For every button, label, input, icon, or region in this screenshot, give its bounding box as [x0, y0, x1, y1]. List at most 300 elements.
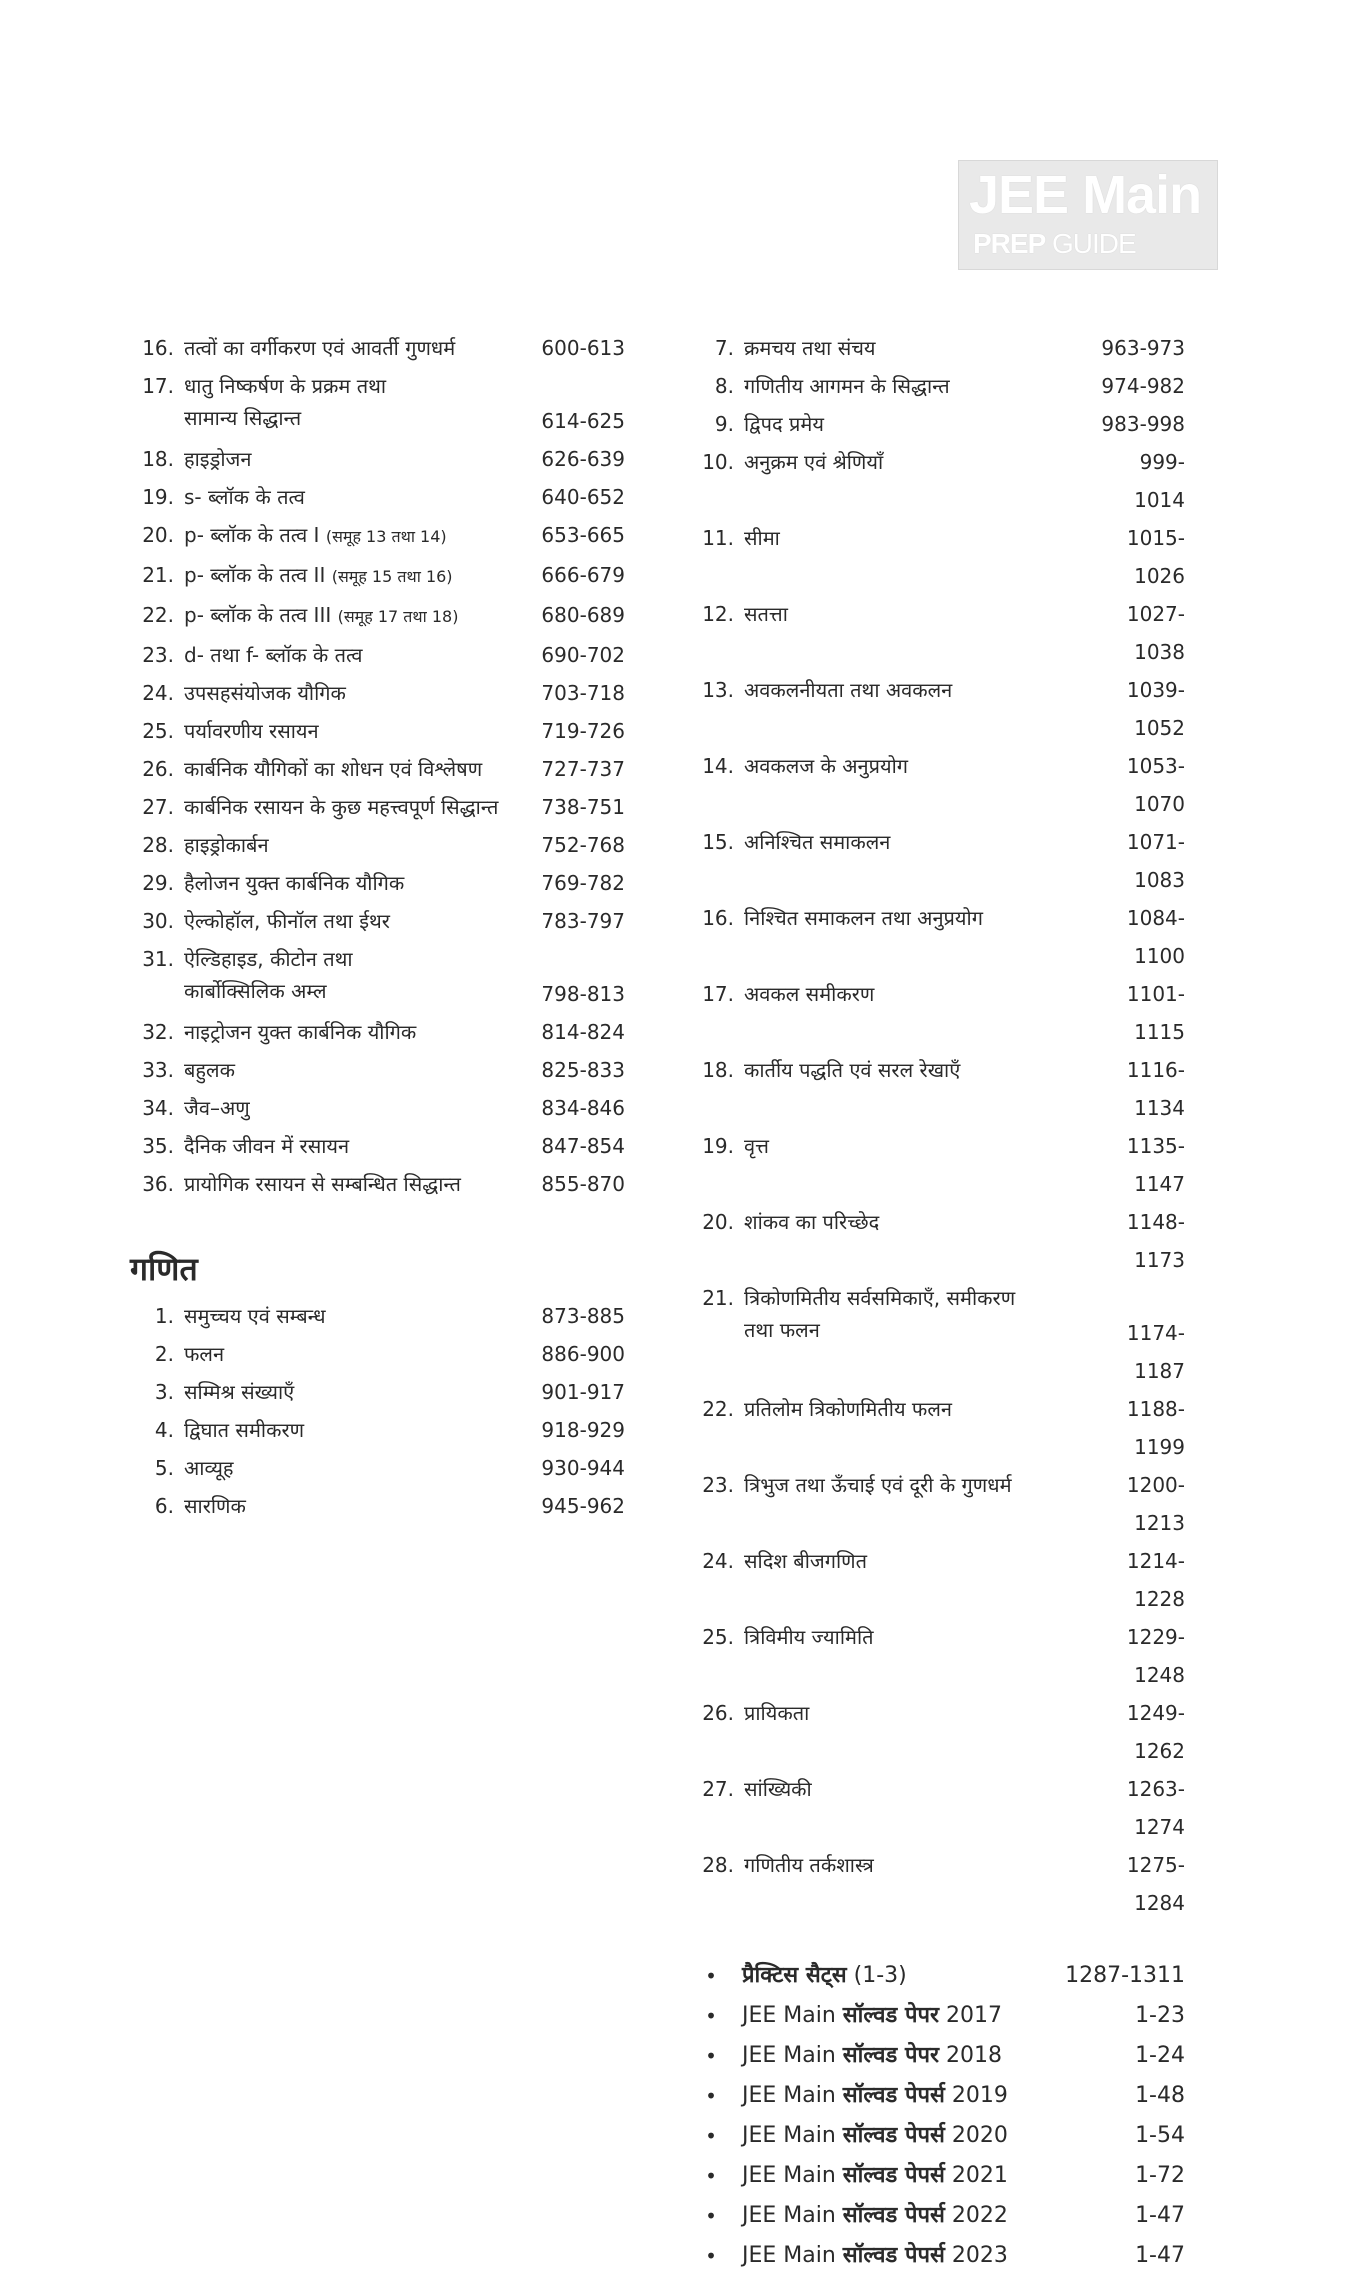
- chapter-title-text: समुच्चय एवं सम्बन्ध: [184, 1304, 326, 1328]
- chapter-title-text: सम्मिश्र संख्याएँ: [184, 1380, 295, 1404]
- chapter-row: [690, 899, 1185, 975]
- chapter-title-text: अनुक्रम एवं श्रेणियाँ: [744, 450, 884, 474]
- chapter-title-note: (समूह 17 तथा 18): [337, 607, 459, 626]
- solved-paper-item: [690, 2156, 1185, 2196]
- chapter-title-text: द्विघात समीकरण: [184, 1418, 305, 1442]
- solved-paper-item: [690, 1996, 1185, 2036]
- solved-paper-pages: 1-24: [1135, 2043, 1185, 2068]
- chapter-title-text: वृत्त: [744, 1134, 769, 1158]
- chapter-pages: 1263-1274: [1126, 1777, 1185, 1839]
- chapter-row: [130, 1411, 625, 1449]
- chapter-row: [130, 902, 625, 940]
- chapter-title: [184, 1373, 535, 1411]
- chapter-row: [690, 329, 1185, 367]
- solved-paper-prefix: JEE Main: [742, 2243, 843, 2268]
- solved-paper-item: [690, 2236, 1185, 2276]
- chapter-row: [130, 1051, 625, 1089]
- chapter-row: [690, 1203, 1185, 1279]
- chapter-number: 34.: [142, 1096, 174, 1120]
- chapter-pages: 1116-1134: [1126, 1058, 1185, 1120]
- chapter-title: [184, 940, 535, 1007]
- chapter-number: 5.: [154, 1456, 174, 1480]
- chapter-pages: 1015-1026: [1126, 526, 1185, 588]
- chapter-pages: 783-797: [541, 909, 625, 933]
- chapter-title-text: त्रिकोणमितीय सर्वसमिकाएँ, समीकरण: [744, 1286, 1016, 1310]
- chapter-number: 31.: [142, 947, 174, 971]
- chapter-title-text: p- ब्लॉक के तत्व I: [184, 523, 326, 547]
- solved-paper-title: [742, 1996, 1065, 2036]
- solved-paper-title: [742, 2076, 1065, 2116]
- chapter-title: [744, 1770, 1095, 1808]
- chapter-title: [744, 405, 1095, 443]
- solved-paper-item: [690, 2116, 1185, 2156]
- chapter-number: 24.: [702, 1549, 734, 1573]
- chapter-number: 23.: [142, 643, 174, 667]
- chapter-pages: 1071-1083: [1126, 830, 1185, 892]
- chapter-row: [690, 1618, 1185, 1694]
- chapter-pages: 653-665: [541, 523, 625, 547]
- chapter-pages: 719-726: [541, 719, 625, 743]
- chapter-title: [744, 329, 1095, 367]
- chapter-title-text: कार्तीय पद्धति एवं सरल रेखाएँ: [744, 1058, 961, 1082]
- bullet-icon: •: [705, 2124, 717, 2148]
- math-chapter-list-continued: [690, 329, 1185, 1922]
- chapter-row: [130, 596, 625, 636]
- chapter-title-text: बहुलक: [184, 1058, 235, 1082]
- chapter-pages: 1188-1199: [1126, 1397, 1185, 1459]
- chapter-title: [184, 1127, 535, 1165]
- chapter-row: [130, 1449, 625, 1487]
- chapter-title: [184, 1335, 535, 1373]
- chapter-number: 26.: [702, 1701, 734, 1725]
- chapter-title: [184, 367, 535, 434]
- chapter-number: 21.: [702, 1286, 734, 1310]
- chapter-title: [184, 1089, 535, 1127]
- chapter-pages: 901-917: [541, 1380, 625, 1404]
- chapter-title: [184, 516, 535, 556]
- chapter-number: 3.: [154, 1380, 174, 1404]
- chapter-title: [184, 478, 535, 516]
- chapter-pages: 690-702: [541, 643, 625, 667]
- solved-paper-title: [742, 2036, 1065, 2076]
- chapter-number: 7.: [714, 336, 734, 360]
- chapter-pages: 1148-1173: [1126, 1210, 1185, 1272]
- chapter-pages: 814-824: [541, 1020, 625, 1044]
- chapter-title-text: ऐल्कोहॉल, फीनॉल तथा ईथर: [184, 909, 390, 933]
- chapter-row: [130, 1335, 625, 1373]
- chapter-number: 2.: [154, 1342, 174, 1366]
- chapter-row: [130, 1297, 625, 1335]
- chapter-number: 33.: [142, 1058, 174, 1082]
- chapter-number: 19.: [702, 1134, 734, 1158]
- chapter-title-line2: सामान्य सिद्धान्त: [184, 406, 302, 430]
- bullet-icon: •: [705, 1964, 717, 1988]
- chapter-row: [690, 1542, 1185, 1618]
- chapter-title-text: सदिश बीजगणित: [744, 1549, 868, 1573]
- solved-paper-prefix: JEE Main: [742, 2083, 843, 2108]
- chapter-number: 14.: [702, 754, 734, 778]
- bullet-icon: •: [705, 2164, 717, 2188]
- chapter-row: [130, 940, 625, 1013]
- solved-papers-list: [690, 1956, 1185, 2276]
- solved-paper-item: [690, 2196, 1185, 2236]
- solved-paper-pages: 1-72: [1135, 2163, 1185, 2188]
- chapter-title: [744, 443, 1095, 481]
- chapter-pages: 1084-1100: [1126, 906, 1185, 968]
- solved-paper-title: [742, 2116, 1065, 2156]
- contents-left-column: [130, 329, 625, 1525]
- chapter-number: 20.: [142, 523, 174, 547]
- chapter-title: [184, 440, 535, 478]
- solved-paper-year: 2017: [938, 2003, 1002, 2028]
- chapter-row: [130, 750, 625, 788]
- chapter-title-text: कार्बनिक रसायन के कुछ महत्त्वपूर्ण सिद्धान्त: [184, 795, 499, 819]
- solved-paper-year: 2018: [938, 2043, 1002, 2068]
- chapter-row: [690, 1390, 1185, 1466]
- chapter-number: 16.: [702, 906, 734, 930]
- chapter-pages: 918-929: [541, 1418, 625, 1442]
- chapter-title: [184, 1165, 535, 1203]
- chapter-title: [184, 826, 535, 864]
- chapter-pages: 1275-1284: [1126, 1853, 1185, 1915]
- chapter-title: [744, 1618, 1095, 1656]
- solved-paper-label: सॉल्वड पेपर्स: [842, 2203, 945, 2228]
- chapter-title: [184, 1487, 535, 1525]
- chapter-title-text: ऐल्डिहाइड, कीटोन तथा: [184, 947, 353, 971]
- chapter-number: 35.: [142, 1134, 174, 1158]
- chapter-number: 18.: [142, 447, 174, 471]
- chapter-title-text: हाइड्रोजन: [184, 447, 252, 471]
- chapter-pages: 963-973: [1101, 336, 1185, 360]
- chapter-title-note: (समूह 13 तथा 14): [325, 527, 447, 546]
- chapter-title-text: द्विपद प्रमेय: [744, 412, 824, 436]
- chapter-title-text: दैनिक जीवन में रसायन: [184, 1134, 350, 1158]
- solved-paper-prefix: JEE Main: [742, 2043, 843, 2068]
- bullet-icon: •: [705, 2204, 717, 2228]
- chapter-title-text: सारणिक: [184, 1494, 246, 1518]
- chapter-number: 25.: [702, 1625, 734, 1649]
- chapter-number: 19.: [142, 485, 174, 509]
- solved-paper-title: [742, 2196, 1065, 2236]
- chapter-number: 9.: [714, 412, 734, 436]
- chapter-row: [130, 478, 625, 516]
- chapter-title-note: (समूह 15 तथा 16): [331, 567, 453, 586]
- chapter-title: [744, 975, 1095, 1013]
- chapter-row: [130, 712, 625, 750]
- chapter-title-text: प्रायोगिक रसायन से सम्बन्धित सिद्धान्त: [184, 1172, 461, 1196]
- logo-subtitle: PREP GUIDE: [973, 228, 1136, 259]
- chapter-pages: 1214-1228: [1126, 1549, 1185, 1611]
- chapter-row: [130, 440, 625, 478]
- chapter-title: [744, 1279, 1095, 1346]
- chapter-row: [690, 1770, 1185, 1846]
- chapter-pages: 974-982: [1101, 374, 1185, 398]
- chapter-title-text: त्रिविमीय ज्यामिति: [744, 1625, 874, 1649]
- chapter-pages: 930-944: [541, 1456, 625, 1480]
- chapter-pages: 1174-1187: [1126, 1321, 1185, 1383]
- chapter-number: 25.: [142, 719, 174, 743]
- solved-paper-label: सॉल्वड पेपर्स: [842, 2163, 945, 2188]
- bullet-icon: •: [705, 2244, 717, 2268]
- chapter-title-text: धातु निष्कर्षण के प्रक्रम तथा: [184, 374, 387, 398]
- solved-paper-prefix: JEE Main: [742, 2003, 843, 2028]
- chapter-number: 17.: [142, 374, 174, 398]
- solved-paper-pages: 1-23: [1135, 2003, 1185, 2028]
- chapter-title-text: s- ब्लॉक के तत्व: [184, 485, 305, 509]
- solved-paper-label: सॉल्वड पेपर: [842, 2003, 939, 2028]
- bullet-icon: •: [705, 2044, 717, 2068]
- chapter-number: 20.: [702, 1210, 734, 1234]
- chapter-title-text: सतत्ता: [744, 602, 788, 626]
- chapter-number: 18.: [702, 1058, 734, 1082]
- chapter-title-text: हैलोजन युक्त कार्बनिक यौगिक: [184, 871, 405, 895]
- chapter-pages: 769-782: [541, 871, 625, 895]
- chapter-title: [744, 823, 1095, 861]
- chapter-row: [130, 329, 625, 367]
- chapter-pages: 1053-1070: [1126, 754, 1185, 816]
- chapter-title-text: उपसहसंयोजक यौगिक: [184, 681, 346, 705]
- chapter-title: [184, 636, 535, 674]
- chapter-title: [184, 750, 535, 788]
- chapter-title: [184, 1051, 535, 1089]
- chapter-number: 17.: [702, 982, 734, 1006]
- chapter-number: 22.: [702, 1397, 734, 1421]
- chapter-row: [690, 595, 1185, 671]
- solved-paper-year: (1-3): [846, 1963, 907, 1988]
- chapter-title-text: अवकलज के अनुप्रयोग: [744, 754, 909, 778]
- chapter-title-text: नाइट्रोजन युक्त कार्बनिक यौगिक: [184, 1020, 417, 1044]
- chapter-title: [744, 1051, 1095, 1089]
- chemistry-chapter-list: [130, 329, 625, 1203]
- chapter-pages: 1200-1213: [1126, 1473, 1185, 1535]
- jee-main-prep-guide-logo: [958, 160, 1218, 270]
- chapter-title-text: हाइड्रोकार्बन: [184, 833, 269, 857]
- chapter-title: [744, 1542, 1095, 1580]
- chapter-title: [184, 864, 535, 902]
- chapter-row: [130, 1487, 625, 1525]
- chapter-title-text: अवकलनीयता तथा अवकलन: [744, 678, 953, 702]
- chapter-number: 30.: [142, 909, 174, 933]
- math-section-title: गणित: [130, 1250, 198, 1288]
- chapter-number: 32.: [142, 1020, 174, 1044]
- chapter-row: [690, 405, 1185, 443]
- chapter-title: [744, 1466, 1095, 1504]
- chapter-title: [184, 329, 535, 367]
- chapter-pages: 1229-1248: [1126, 1625, 1185, 1687]
- chapter-title-text: शांकव का परिच्छेद: [744, 1210, 880, 1234]
- solved-paper-item: [690, 2076, 1185, 2116]
- chapter-pages: 1101-1115: [1126, 982, 1185, 1044]
- chapter-title-text: प्रायिकता: [744, 1701, 810, 1725]
- chapter-row: [690, 1466, 1185, 1542]
- chapter-number: 27.: [702, 1777, 734, 1801]
- solved-paper-title: [742, 2156, 1065, 2196]
- chapter-title: [744, 747, 1095, 785]
- chapter-title-text: गणितीय आगमन के सिद्धान्त: [744, 374, 950, 398]
- chapter-pages: 873-885: [541, 1304, 625, 1328]
- chapter-title-text: क्रमचय तथा संचय: [744, 336, 876, 360]
- solved-paper-prefix: JEE Main: [742, 2163, 843, 2188]
- chapter-pages: 727-737: [541, 757, 625, 781]
- solved-paper-year: 2021: [944, 2163, 1008, 2188]
- chapter-row: [130, 516, 625, 556]
- chapter-number: 13.: [702, 678, 734, 702]
- solved-paper-label: सॉल्वड पेपर्स: [842, 2243, 945, 2268]
- math-chapter-list: [130, 1297, 625, 1525]
- solved-paper-title: [742, 2236, 1065, 2276]
- chapter-number: 36.: [142, 1172, 174, 1196]
- chapter-row: [130, 636, 625, 674]
- chapter-row: [130, 1127, 625, 1165]
- solved-paper-item: [690, 2036, 1185, 2076]
- solved-paper-year: 2022: [944, 2203, 1008, 2228]
- chapter-pages: 752-768: [541, 833, 625, 857]
- chapter-pages: 1249-1262: [1126, 1701, 1185, 1763]
- chapter-number: 23.: [702, 1473, 734, 1497]
- chapter-number: 29.: [142, 871, 174, 895]
- solved-paper-pages: 1-47: [1135, 2243, 1185, 2268]
- chapter-row: [690, 1279, 1185, 1390]
- chapter-title-text: सीमा: [744, 526, 780, 550]
- chapter-number: 8.: [714, 374, 734, 398]
- chapter-title-text: तत्वों का वर्गीकरण एवं आवर्ती गुणधर्म: [184, 336, 456, 360]
- chapter-title: [184, 788, 535, 826]
- chapter-pages: 738-751: [541, 795, 625, 819]
- chapter-row: [130, 788, 625, 826]
- chapter-title-text: जैव–अणु: [184, 1096, 250, 1120]
- solved-paper-label: सॉल्वड पेपर्स: [842, 2083, 945, 2108]
- chapter-title: [184, 556, 535, 596]
- chapter-title: [744, 595, 1095, 633]
- chapter-title-text: पर्यावरणीय रसायन: [184, 719, 319, 743]
- chapter-title: [184, 596, 535, 636]
- chapter-row: [690, 443, 1185, 519]
- chapter-title: [744, 519, 1095, 557]
- chapter-number: 22.: [142, 603, 174, 627]
- chapter-row: [690, 1694, 1185, 1770]
- chapter-title: [744, 1390, 1095, 1428]
- chapter-pages: 626-639: [541, 447, 625, 471]
- chapter-title-text: p- ब्लॉक के तत्व II: [184, 563, 332, 587]
- chapter-pages: 798-813: [541, 982, 625, 1006]
- chapter-number: 1.: [154, 1304, 174, 1328]
- solved-paper-pages: 1-48: [1135, 2083, 1185, 2108]
- chapter-title-text: सांख्यिकी: [744, 1777, 812, 1801]
- chapter-pages: 847-854: [541, 1134, 625, 1158]
- chapter-title-text: त्रिभुज तथा ऊँचाई एवं दूरी के गुणधर्म: [744, 1473, 1012, 1497]
- solved-paper-prefix: JEE Main: [742, 2123, 843, 2148]
- solved-paper-label: सॉल्वड पेपर्स: [842, 2123, 945, 2148]
- chapter-title-line2: तथा फलन: [744, 1318, 820, 1342]
- solved-paper-item: [690, 1956, 1185, 1996]
- chapter-title: [744, 367, 1095, 405]
- solved-paper-label: सॉल्वड पेपर: [842, 2043, 939, 2068]
- chapter-title-text: अवकल समीकरण: [744, 982, 875, 1006]
- chapter-pages: 640-652: [541, 485, 625, 509]
- chapter-pages: 666-679: [541, 563, 625, 587]
- chapter-row: [690, 1051, 1185, 1127]
- chapter-row: [690, 671, 1185, 747]
- chapter-pages: 825-833: [541, 1058, 625, 1082]
- chapter-pages: 680-689: [541, 603, 625, 627]
- chapter-title: [744, 899, 1095, 937]
- chapter-title: [184, 1449, 535, 1487]
- chapter-title: [184, 902, 535, 940]
- chapter-title-text: गणितीय तर्कशास्त्र: [744, 1853, 874, 1877]
- chapter-title: [184, 674, 535, 712]
- chapter-title: [744, 1694, 1095, 1732]
- solved-paper-title: [742, 1956, 1065, 1996]
- chapter-pages: 614-625: [541, 409, 625, 433]
- chapter-row: [690, 1846, 1185, 1922]
- chapter-title: [744, 1127, 1095, 1165]
- chapter-number: 15.: [702, 830, 734, 854]
- chapter-row: [130, 1089, 625, 1127]
- logo-title: JEE Main: [969, 165, 1202, 225]
- chapter-number: 16.: [142, 336, 174, 360]
- chapter-pages: 1135-1147: [1126, 1134, 1185, 1196]
- chapter-number: 27.: [142, 795, 174, 819]
- chapter-pages: 834-846: [541, 1096, 625, 1120]
- chapter-number: 6.: [154, 1494, 174, 1518]
- chapter-pages: 703-718: [541, 681, 625, 705]
- chapter-row: [130, 367, 625, 440]
- chapter-title-text: अनिश्चित समाकलन: [744, 830, 891, 854]
- chapter-title-text: d- तथा f- ब्लॉक के तत्व: [184, 643, 363, 667]
- solved-paper-year: 2023: [944, 2243, 1008, 2268]
- chapter-title-text: p- ब्लॉक के तत्व III: [184, 603, 338, 627]
- chapter-row: [690, 1127, 1185, 1203]
- solved-paper-pages: 1-47: [1135, 2203, 1185, 2228]
- chapter-pages: 886-900: [541, 1342, 625, 1366]
- chapter-number: 11.: [702, 526, 734, 550]
- chapter-row: [130, 556, 625, 596]
- chapter-title: [184, 1013, 535, 1051]
- chapter-pages: 945-962: [541, 1494, 625, 1518]
- chapter-pages: 983-998: [1101, 412, 1185, 436]
- chapter-title-text: आव्यूह: [184, 1456, 234, 1480]
- solved-paper-pages: 1287-1311: [1065, 1963, 1185, 1988]
- chapter-pages: 1027-1038: [1126, 602, 1185, 664]
- chapter-row: [130, 864, 625, 902]
- chapter-title-line2: कार्बोक्सिलिक अम्ल: [184, 979, 327, 1003]
- chapter-number: 26.: [142, 757, 174, 781]
- chapter-row: [690, 747, 1185, 823]
- chapter-number: 21.: [142, 563, 174, 587]
- chapter-row: [130, 1373, 625, 1411]
- solved-paper-pages: 1-54: [1135, 2123, 1185, 2148]
- chapter-row: [130, 826, 625, 864]
- chapter-title: [744, 671, 1095, 709]
- solved-paper-year: 2020: [944, 2123, 1008, 2148]
- contents-right-column: [690, 329, 1185, 2276]
- chapter-title: [744, 1203, 1095, 1241]
- solved-paper-prefix: JEE Main: [742, 2203, 843, 2228]
- chapter-title: [744, 1846, 1095, 1884]
- chapter-row: [690, 367, 1185, 405]
- chapter-pages: 855-870: [541, 1172, 625, 1196]
- chapter-number: 4.: [154, 1418, 174, 1442]
- chapter-row: [690, 975, 1185, 1051]
- chapter-pages: 600-613: [541, 336, 625, 360]
- chapter-title-text: कार्बनिक यौगिकों का शोधन एवं विश्लेषण: [184, 757, 483, 781]
- solved-paper-year: 2019: [944, 2083, 1008, 2108]
- chapter-pages: 1039-1052: [1126, 678, 1185, 740]
- chapter-title-text: प्रतिलोम त्रिकोणमितीय फलन: [744, 1397, 952, 1421]
- chapter-row: [130, 1013, 625, 1051]
- chapter-row: [690, 519, 1185, 595]
- bullet-icon: •: [705, 2004, 717, 2028]
